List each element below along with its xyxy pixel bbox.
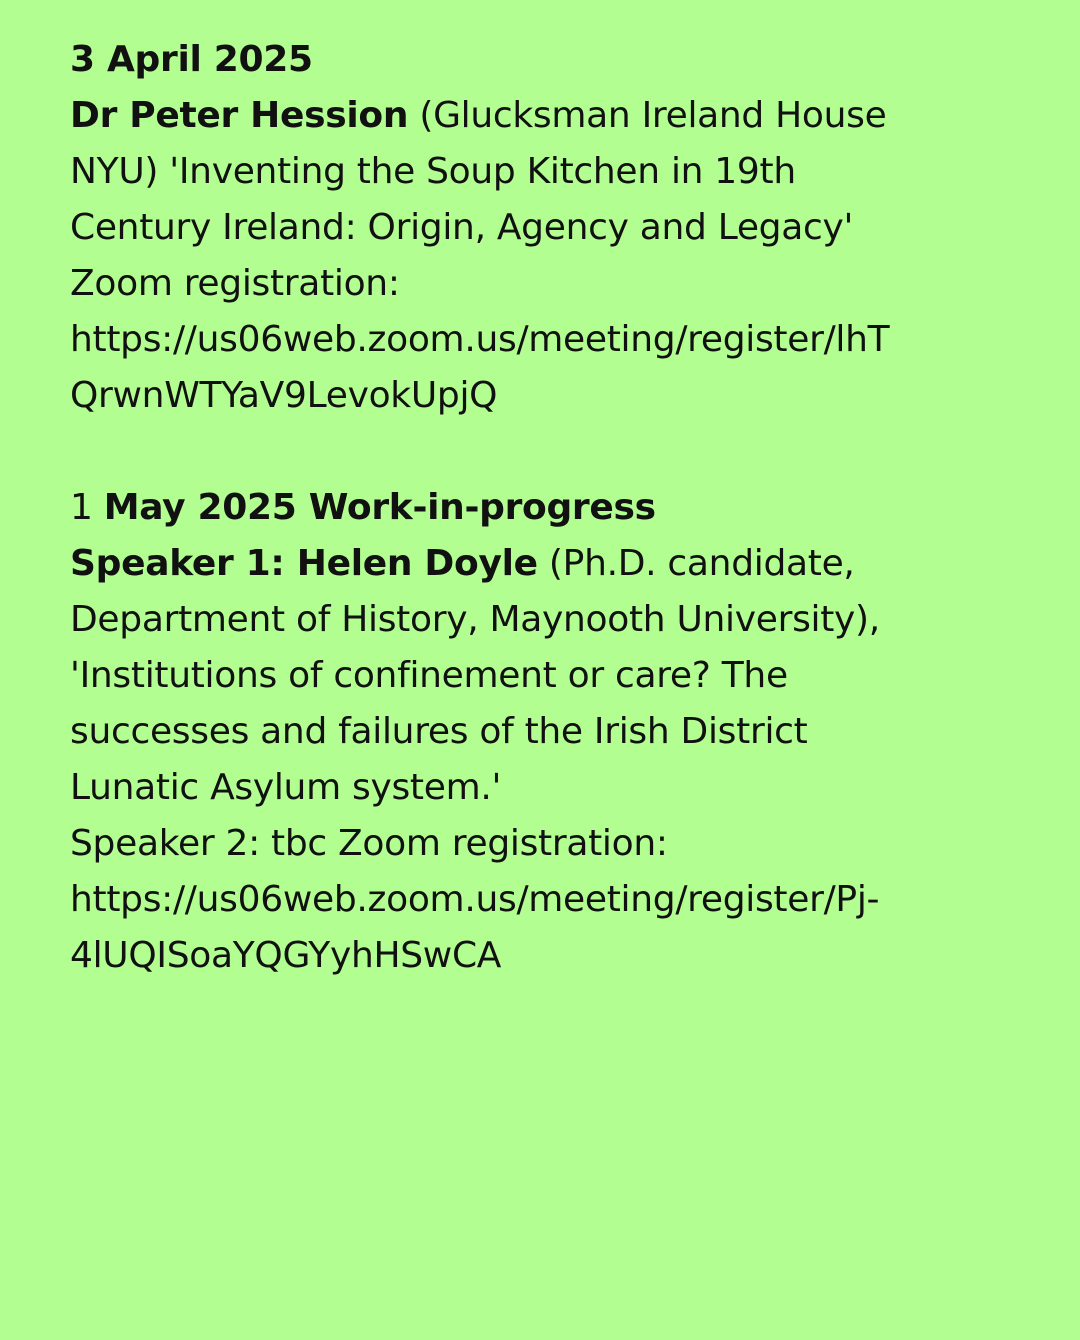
event1-title-line2: Century Ireland: Origin, Agency and Legacy' — [70, 207, 854, 248]
event-listing — [70, 32, 1030, 984]
event2-date-day: 1 — [70, 487, 104, 528]
event1-zoom-link-line2[interactable]: QrwnWTYaV9LevokUpjQ — [70, 375, 498, 416]
event1-speaker-line — [70, 88, 1030, 144]
event2-title-line3: Lunatic Asylum system.' — [70, 767, 502, 808]
event2-date: May 2025 Work-in-progress — [103, 487, 656, 528]
event2-zoom-link-line1[interactable]: https://us06web.zoom.us/meeting/register/Pj- — [70, 879, 880, 920]
event1-date: 3 April 2025 — [70, 39, 313, 80]
event2-date-line — [70, 480, 1030, 536]
event1-zoom-link-line1[interactable]: https://us06web.zoom.us/meeting/register/lhT — [70, 319, 890, 360]
event1-title-line1: NYU) 'Inventing the Soup Kitchen in 19th — [70, 151, 796, 192]
event1-zoom-label: Zoom registration: — [70, 263, 400, 304]
event2-zoom-link-line2[interactable]: 4lUQISoaYQGYyhHSwCA — [70, 935, 502, 976]
event2-title-line1: 'Institutions of confinement or care? The — [70, 655, 788, 696]
event2-affiliation-line2: Department of History, Maynooth University), — [70, 599, 880, 640]
event2-speaker1-line — [70, 536, 1030, 592]
event2-affiliation: (Ph.D. candidate, — [537, 543, 855, 584]
event1-speaker: Dr Peter Hession — [70, 95, 409, 136]
event2-speaker1: Speaker 1: Helen Doyle — [70, 543, 538, 584]
event1-affiliation: (Glucksman Ireland House — [408, 95, 887, 136]
event2-title-line2: successes and failures of the Irish District — [70, 711, 808, 752]
event2-speaker2-zoom-label: Speaker 2: tbc Zoom registration: — [70, 823, 668, 864]
section-spacer — [70, 424, 1030, 480]
